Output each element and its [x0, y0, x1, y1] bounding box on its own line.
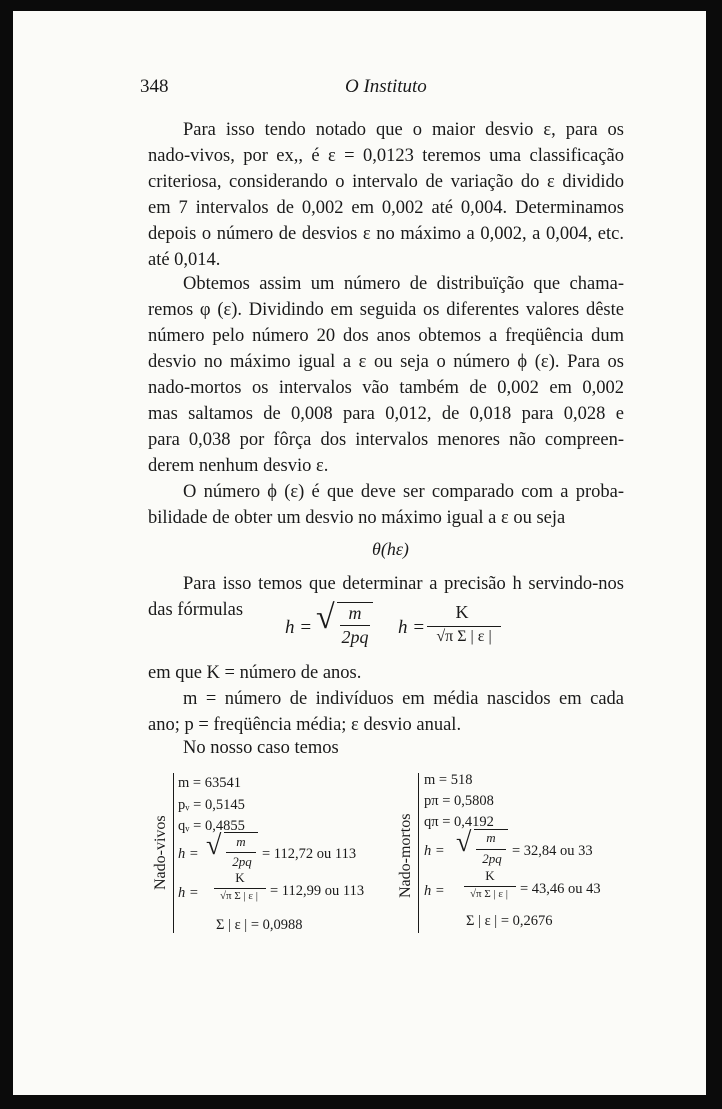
fraction-bar — [476, 849, 506, 850]
nv-m: m = 63541 — [178, 775, 241, 791]
text-line: Obtemos assim um número de distribuïção que chama- — [183, 274, 624, 294]
paragraph-4 — [148, 571, 624, 623]
text-line: número pelo número 20 dos anos obtemos a freqüência dum — [148, 326, 624, 346]
theta-formula: θ(hε) — [372, 539, 409, 559]
fraction-bar — [226, 852, 256, 853]
fraction-bar — [427, 626, 501, 627]
nm-p: pπ = 0,5808 — [424, 793, 494, 809]
text-line: em 7 intervalos de 0,002 em 0,002 até 0,004. Determinamos — [148, 198, 624, 218]
text-line: bilidade de obter um desvio no máximo igual a ε ou seja — [148, 508, 566, 528]
nv-h1-result: = 112,72 ou 113 — [262, 846, 357, 862]
text-line: nado-mortos os intervalos vão também de 0,002 em 0,002 — [148, 378, 624, 398]
nv-p: pᵥ = 0,5145 — [178, 797, 245, 813]
nv-h2-denominator: √π Σ | ε | — [219, 890, 259, 902]
formula-1-denominator: 2pq — [341, 627, 369, 647]
paragraph-5 — [183, 735, 483, 761]
text-line: O número ϕ (ε) é que deve ser comparado com a proba- — [183, 482, 624, 502]
page-number: 348 — [140, 76, 169, 97]
nado-vivos-label: Nado-vivos — [152, 815, 169, 890]
text-line: criteriosa, considerando o intervalo de variação do ε dividido — [148, 172, 624, 192]
paragraph-3 — [148, 479, 624, 531]
text-line: No nosso caso temos — [183, 738, 339, 758]
nm-h2-numerator: K — [485, 868, 495, 883]
text-line: depois o número de desvios ε no máximo a 0,002, a 0,004, etc. — [148, 224, 624, 244]
nm-q: qπ = 0,4192 — [424, 814, 494, 830]
text-line: para 0,038 por fôrça dos intervalos menores não compreen- — [148, 430, 624, 450]
nv-h2-numerator: K — [235, 870, 245, 885]
nm-h2-denominator: √π Σ | ε | — [469, 888, 509, 900]
nm-h2-result: = 43,46 ou 43 — [520, 881, 601, 897]
fraction-bar — [340, 625, 370, 626]
running-title: O Instituto — [345, 76, 427, 97]
sqrt-icon: √ — [206, 830, 222, 861]
nm-h1-numerator: m — [486, 830, 496, 845]
fraction-bar — [214, 888, 266, 889]
text-line: ano; p = freqüência média; ε desvio anual. — [148, 715, 462, 735]
nm-h1-result: = 32,84 ou 33 — [512, 843, 593, 859]
text-line: das fórmulas — [148, 600, 244, 620]
sqrt-bar — [224, 832, 258, 833]
text-line: em que K = número de anos. — [148, 663, 362, 683]
paragraph-2 — [148, 271, 624, 479]
brace — [173, 773, 174, 933]
formula-2-denominator: √π Σ | ε | — [436, 628, 492, 645]
fraction-bar — [464, 886, 516, 887]
nv-sum: Σ | ε | = 0,0988 — [216, 917, 303, 933]
text-line: remos φ (ε). Dividindo em seguida os diferentes valores dêste — [148, 300, 624, 320]
text-line: Para isso temos que determinar a precisão h servindo-nos — [183, 574, 624, 594]
nado-mortos-label: Nado-mortos — [397, 813, 414, 898]
nm-sum: Σ | ε | = 0,2676 — [466, 913, 553, 929]
text-line: nado-vivos, por ex,, é ε = 0,0123 teremos uma classificação — [148, 146, 624, 166]
brace — [418, 773, 419, 933]
formula-2-numerator: K — [455, 602, 469, 622]
formula-1-numerator: m — [348, 603, 362, 623]
text-line: até 0,014. — [148, 250, 221, 270]
text-line: mas saltamos de 0,008 para 0,012, de 0,018 para 0,028 e — [148, 404, 624, 424]
sqrt-icon: √ — [456, 827, 472, 858]
nv-q: qᵥ = 0,4855 — [178, 818, 245, 834]
nm-m: m = 518 — [424, 772, 473, 788]
text-line: m = número de indivíduos em média nascidos em cada — [183, 689, 624, 709]
text-line: Para isso tendo notado que o maior desvio ε, para os — [183, 120, 624, 140]
nm-h1-denominator: 2pq — [482, 851, 502, 866]
nv-h1-numerator: m — [236, 834, 246, 849]
paragraph-1 — [148, 117, 624, 273]
nv-h1-denominator: 2pq — [232, 854, 252, 869]
text-line: derem nenhum desvio ε. — [148, 456, 329, 476]
sqrt-icon: √ — [316, 599, 335, 636]
text-line: desvio no máximo igual a ε ou seja o número ϕ (ε). Para os — [148, 352, 624, 372]
nv-h2-result: = 112,99 ou 113 — [270, 883, 365, 899]
definitions — [148, 660, 624, 738]
